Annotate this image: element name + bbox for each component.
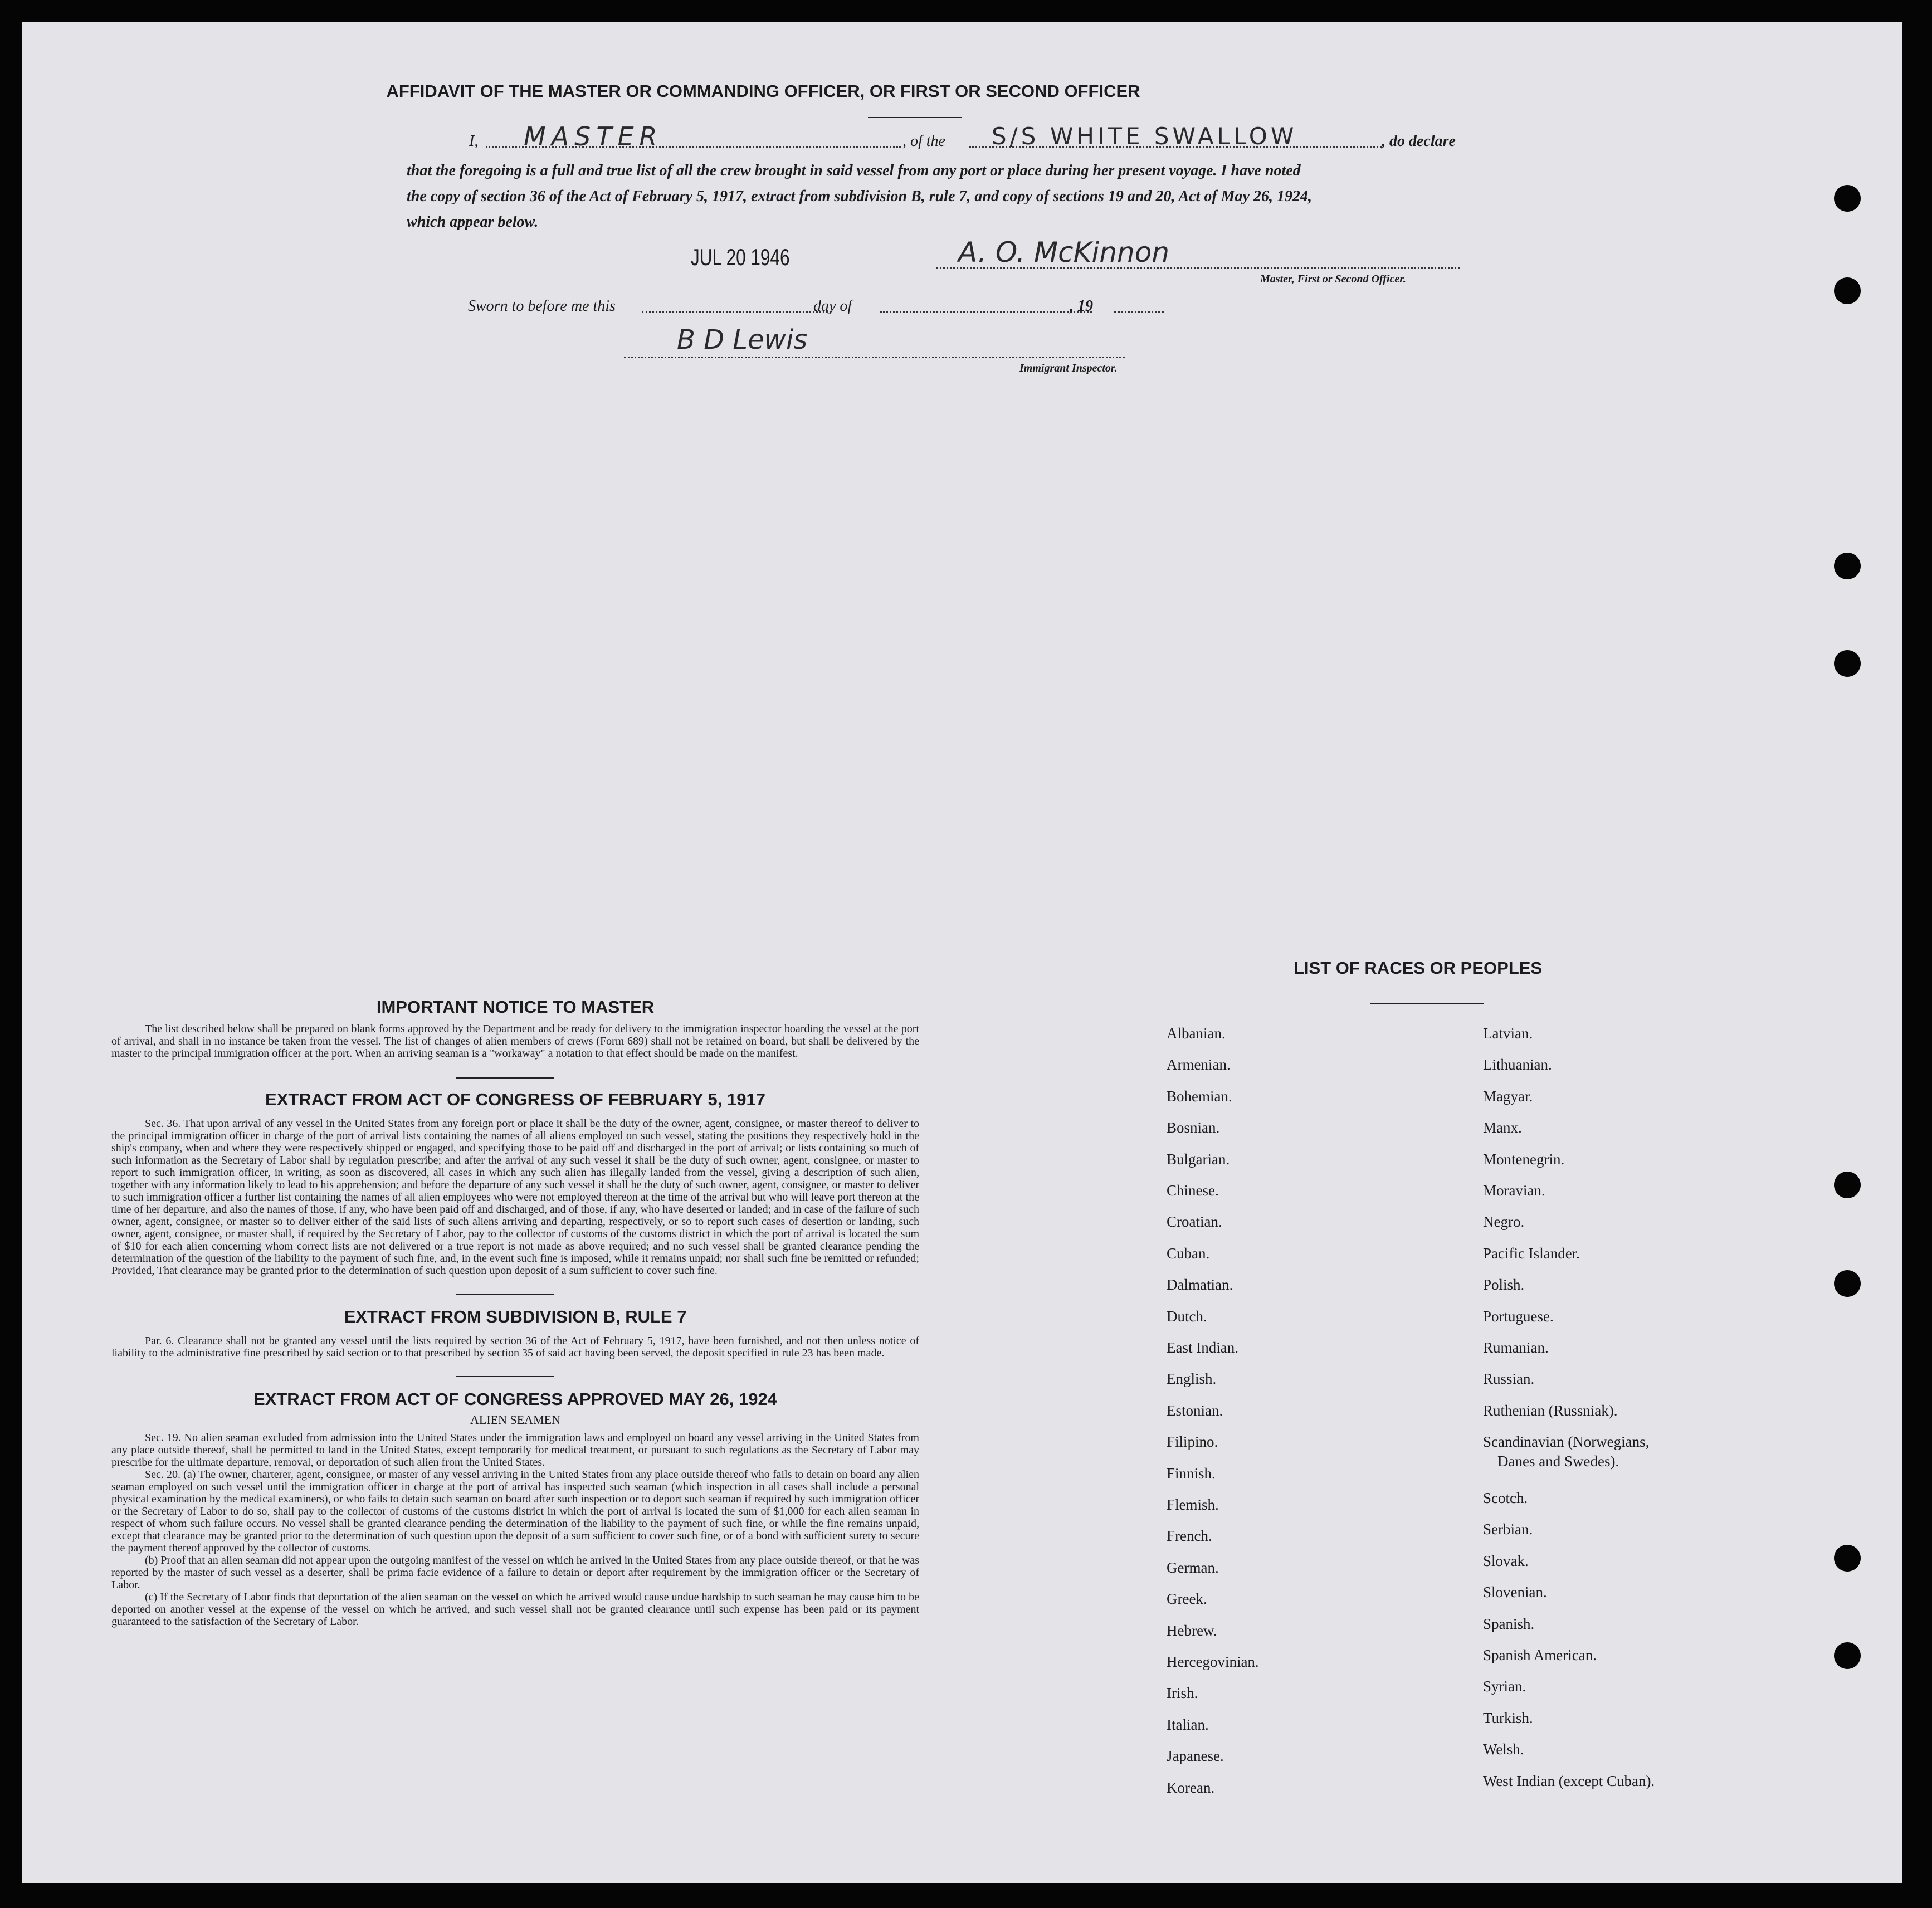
race-item: Moravian.: [1483, 1182, 1545, 1199]
race-item: Negro.: [1483, 1213, 1525, 1231]
race-item: Irish.: [1167, 1685, 1198, 1702]
race-item: Korean.: [1167, 1779, 1215, 1796]
race-item: Bohemian.: [1167, 1087, 1232, 1105]
date-stamp: JUL 20 1946: [691, 244, 790, 270]
race-item: Finnish.: [1167, 1465, 1216, 1482]
punch-hole: [1834, 553, 1861, 579]
race-item: Ruthenian (Russniak).: [1483, 1402, 1618, 1419]
rule7-text: Par. 6. Clearance shall not be granted any vessel until the lists required by section 36 of the Act of February 5, 1917, have been furnished, and not then unless notice of liability to the administrative fine prescribed by said section or to that prescribed by section 35 of said act having been served, the deposit specified in rule 23 has been made.: [111, 1335, 919, 1359]
race-item: Albanian.: [1167, 1025, 1226, 1042]
sec20b-text: (b) Proof that an alien seaman did not appear upon the outgoing manifest of the vessel on which he arrived in the United States from any place outside thereof, or that he was reported by the master of such vessel as a deserter, shall be prima facie evidence of a failure to detain or deport after requirement by the immigration officer or the Secretary of Labor.: [111, 1554, 919, 1591]
race-item: Manx.: [1483, 1119, 1522, 1136]
notice-title: IMPORTANT NOTICE TO MASTER: [376, 997, 655, 1017]
punch-hole: [1834, 1270, 1861, 1297]
race-item: Bulgarian.: [1167, 1150, 1230, 1168]
race-item: Danes and Swedes).: [1497, 1452, 1619, 1470]
race-item: Filipino.: [1167, 1433, 1218, 1451]
race-item: Scotch.: [1483, 1490, 1528, 1506]
race-item: Pacific Islander.: [1483, 1245, 1580, 1262]
punch-hole: [1834, 1642, 1861, 1669]
race-item: Russian.: [1483, 1370, 1535, 1388]
race-item: Welsh.: [1483, 1741, 1524, 1758]
race-item: Flemish.: [1167, 1496, 1219, 1513]
sworn-month-line: [880, 311, 1092, 313]
race-item: English.: [1167, 1370, 1217, 1388]
inspector-signature: B D Lewis: [677, 324, 808, 355]
i-label: I,: [469, 133, 479, 150]
sworn-day-line: [642, 311, 831, 313]
race-item: Hebrew.: [1167, 1622, 1217, 1639]
extract-1924-title: EXTRACT FROM ACT OF CONGRESS APPROVED MAY 26, 1924: [253, 1389, 777, 1409]
race-item: Rumanian.: [1483, 1339, 1549, 1356]
affidavit-title: AFFIDAVIT OF THE MASTER OR COMMANDING OFFICER, OR FIRST OR SECOND OFFICER: [386, 81, 1140, 101]
inspector-line: [624, 357, 1125, 358]
race-item: Dutch.: [1167, 1307, 1207, 1325]
affidavit-body-line: which appear below.: [407, 213, 539, 231]
race-item: Armenian.: [1167, 1056, 1231, 1073]
day-of-label: day of: [813, 297, 852, 315]
notice-text: The list described below shall be prepared on blank forms approved by the Department and be ready for delivery to the immigration inspector boarding the vessel at the port of arrival, and shall in no instance be taken from the vessel. The list of changes of alien members of crews (Form 689) shall not be retained on board, but shall be delivered by the master to the principal immigration officer at the port. When an arriving seaman is a "workaway" a notation to that effect should be made on the manifest.: [111, 1023, 919, 1060]
divider: [456, 1376, 554, 1377]
race-item: Scandinavian (Norwegians,: [1483, 1433, 1650, 1451]
race-item: Slovak.: [1483, 1552, 1529, 1569]
race-item: Hercegovinian.: [1167, 1653, 1259, 1670]
race-item: Polish.: [1483, 1276, 1525, 1294]
divider: [456, 1077, 554, 1079]
of-the-label: , of the: [902, 133, 945, 150]
race-item: West Indian (except Cuban).: [1483, 1772, 1655, 1789]
punch-hole: [1834, 277, 1861, 304]
race-item: Turkish.: [1483, 1709, 1533, 1726]
sec20a-text: Sec. 20. (a) The owner, charterer, agent, consignee, or master of any vessel arriving in the United States from any place outside thereof who fails to detain on board any alien seaman employed on such vessel until the immigration officer in charge at the port of arrival has inspected such seaman (which inspection in all cases shall include a personal physical examination by the medical examiners), or who fails to detain such seaman on board after such inspection or to deport such seaman if required by such immigration officer or the Secretary of Labor to do so, shall pay to the collector of customs of the customs district in which the port of arrival is located the sum of $1,000 for each alien seaman in respect of whom such failure occurs. No vessel shall be granted clearance pending the determination of the liability to the payment of such fine, or while the fine remains unpaid, except that clearance may be granted prior to the determination of such question upon the deposit of a sum sufficient to cover such fine, or of a bond with sufficient surety to secure the payment thereof approved by the collector of customs.: [111, 1468, 919, 1554]
race-item: Montenegrin.: [1483, 1150, 1565, 1168]
race-item: Italian.: [1167, 1716, 1209, 1733]
race-item: French.: [1167, 1528, 1212, 1545]
race-item: German.: [1167, 1559, 1219, 1576]
race-item: Croatian.: [1167, 1213, 1222, 1231]
race-item: Latvian.: [1483, 1025, 1533, 1042]
punch-hole: [1834, 185, 1861, 212]
extract-1917-title: EXTRACT FROM ACT OF CONGRESS OF FEBRUARY 5, 1917: [265, 1090, 765, 1109]
do-declare-label: , do declare: [1382, 133, 1456, 150]
punch-hole: [1834, 1172, 1861, 1198]
affidavit-body-line: the copy of section 36 of the Act of February 5, 1917, extract from subdivision B, rule 7, and copy of sections 19 and 20, Act of May 26, 1924,: [407, 188, 1312, 205]
affidavit-body: [407, 158, 1476, 235]
sec20c-text: (c) If the Secretary of Labor finds that deportation of the alien seaman on the vessel on which he arrived would cause undue hardship to such seaman he may cause him to be deported on another vessel at the expense of the vessel on which he arrived, and such vessel shall not be granted clearance until such expense has been paid or its payment guaranteed to the satisfaction of the Secretary of Labor.: [111, 1591, 919, 1628]
race-item: Serbian.: [1483, 1521, 1533, 1538]
sworn-label: Sworn to before me this: [468, 297, 616, 315]
rule7-title: EXTRACT FROM SUBDIVISION B, RULE 7: [344, 1307, 687, 1326]
race-item: Slovenian.: [1483, 1584, 1547, 1601]
sworn-year-line: [1114, 311, 1164, 313]
punch-hole: [1834, 1545, 1861, 1572]
extract-1917-text: Sec. 36. That upon arrival of any vessel in the United States from any foreign port or place it shall be the duty of the owner, agent, consignee, or master thereof to deliver to the principal immigration officer in charge of the port of arrival lists containing the names of all aliens employed on such vessel, stating the positions they respectively hold in the ship's company, when and where they were respectively shipped or engaged, and specifying those to be paid off and discharged in the port of arrival; or lists containing so much of such information as the Secretary of Labor shall by regulation prescribe; and after the arrival of any such vessel it shall be the duty of such owner, agent, consignee, or master to report to such immigration officer, in writing, as soon as discovered, all cases in which any such alien has illegally landed from the vessel, giving a description of such alien, together with any information likely to lead to his apprehension; and before the departure of any such vessel it shall be the duty of such owner, agent, consignee, or master to deliver to such immigration officer a further list containing the names of all alien employees who were not employed thereon at the time of the arrival but who will leave port thereon at the time of her departure, and also the names of those, if any, who have been paid off and discharged, and of those, if any, who have deserted or landed; and in case of the failure of such owner, agent, consignee, or master so to deliver either of the said lists of such aliens arriving and departing, respectively, or so to report such cases of desertion or landing, such owner, agent, consignee, or master shall, if required by the Secretary of Labor, pay to the collector of customs of the customs district in which the port of arrival is located the sum of $10 for each alien concerning whom correct lists are not delivered or a true report is not made as above required; and no such vessel shall be granted clearance pending the determination of the question of the liability to the payment of such fine, and, in the event such fine is imposed, while it remains unpaid; nor shall such fine be remitted or refunded; Provided, That clearance may be granted prior to the determination of such question upon deposit of a sum sufficient to cover such fine.: [111, 1118, 919, 1277]
race-item: East Indian.: [1167, 1339, 1238, 1356]
race-item: Greek.: [1167, 1590, 1207, 1608]
master-handwritten: MASTER: [524, 121, 663, 152]
race-item: Syrian.: [1483, 1678, 1526, 1695]
race-item: Spanish.: [1483, 1615, 1535, 1632]
affidavit-body-line: that the foregoing is a full and true list of all the crew brought in said vessel from any port or place during her present voyage. I have noted: [407, 162, 1301, 179]
divider: [456, 1294, 554, 1295]
document-page: [22, 22, 1902, 1883]
master-caption: Master, First or Second Officer.: [1260, 273, 1406, 285]
vessel-handwritten: S/S WHITE SWALLOW: [992, 123, 1297, 150]
punch-hole: [1834, 650, 1861, 677]
master-signature: A. O. McKinnon: [958, 236, 1170, 269]
race-item: Magyar.: [1483, 1087, 1533, 1105]
divider: [868, 117, 962, 118]
race-item: Estonian.: [1167, 1402, 1223, 1419]
race-item: Spanish American.: [1483, 1647, 1597, 1663]
divider: [1370, 1003, 1484, 1004]
race-item: Bosnian.: [1167, 1119, 1220, 1136]
race-item: Cuban.: [1167, 1245, 1210, 1262]
year-label: , 19: [1070, 297, 1093, 315]
inspector-caption: Immigrant Inspector.: [1019, 362, 1118, 374]
race-item: Dalmatian.: [1167, 1276, 1233, 1294]
races-title: LIST OF RACES OR PEOPLES: [1294, 958, 1543, 978]
race-item: Lithuanian.: [1483, 1056, 1552, 1073]
sec19-text: Sec. 19. No alien seaman excluded from admission into the United States under the immigration laws and employed on board any vessel arriving in the United States from any place outside thereof, shall be permitted to land in the United States, except temporarily for medical treatment, or pursuant to such regulations as the Secretary of Labor may prescribe for the ultimate departure, removal, or deportation of such alien from the United States.: [111, 1432, 919, 1468]
race-item: Chinese.: [1167, 1182, 1219, 1199]
race-item: Portuguese.: [1483, 1307, 1554, 1325]
extract-1924-subtitle: ALIEN SEAMEN: [470, 1413, 560, 1427]
notice-section: [111, 997, 919, 1628]
race-item: Japanese.: [1167, 1748, 1224, 1765]
